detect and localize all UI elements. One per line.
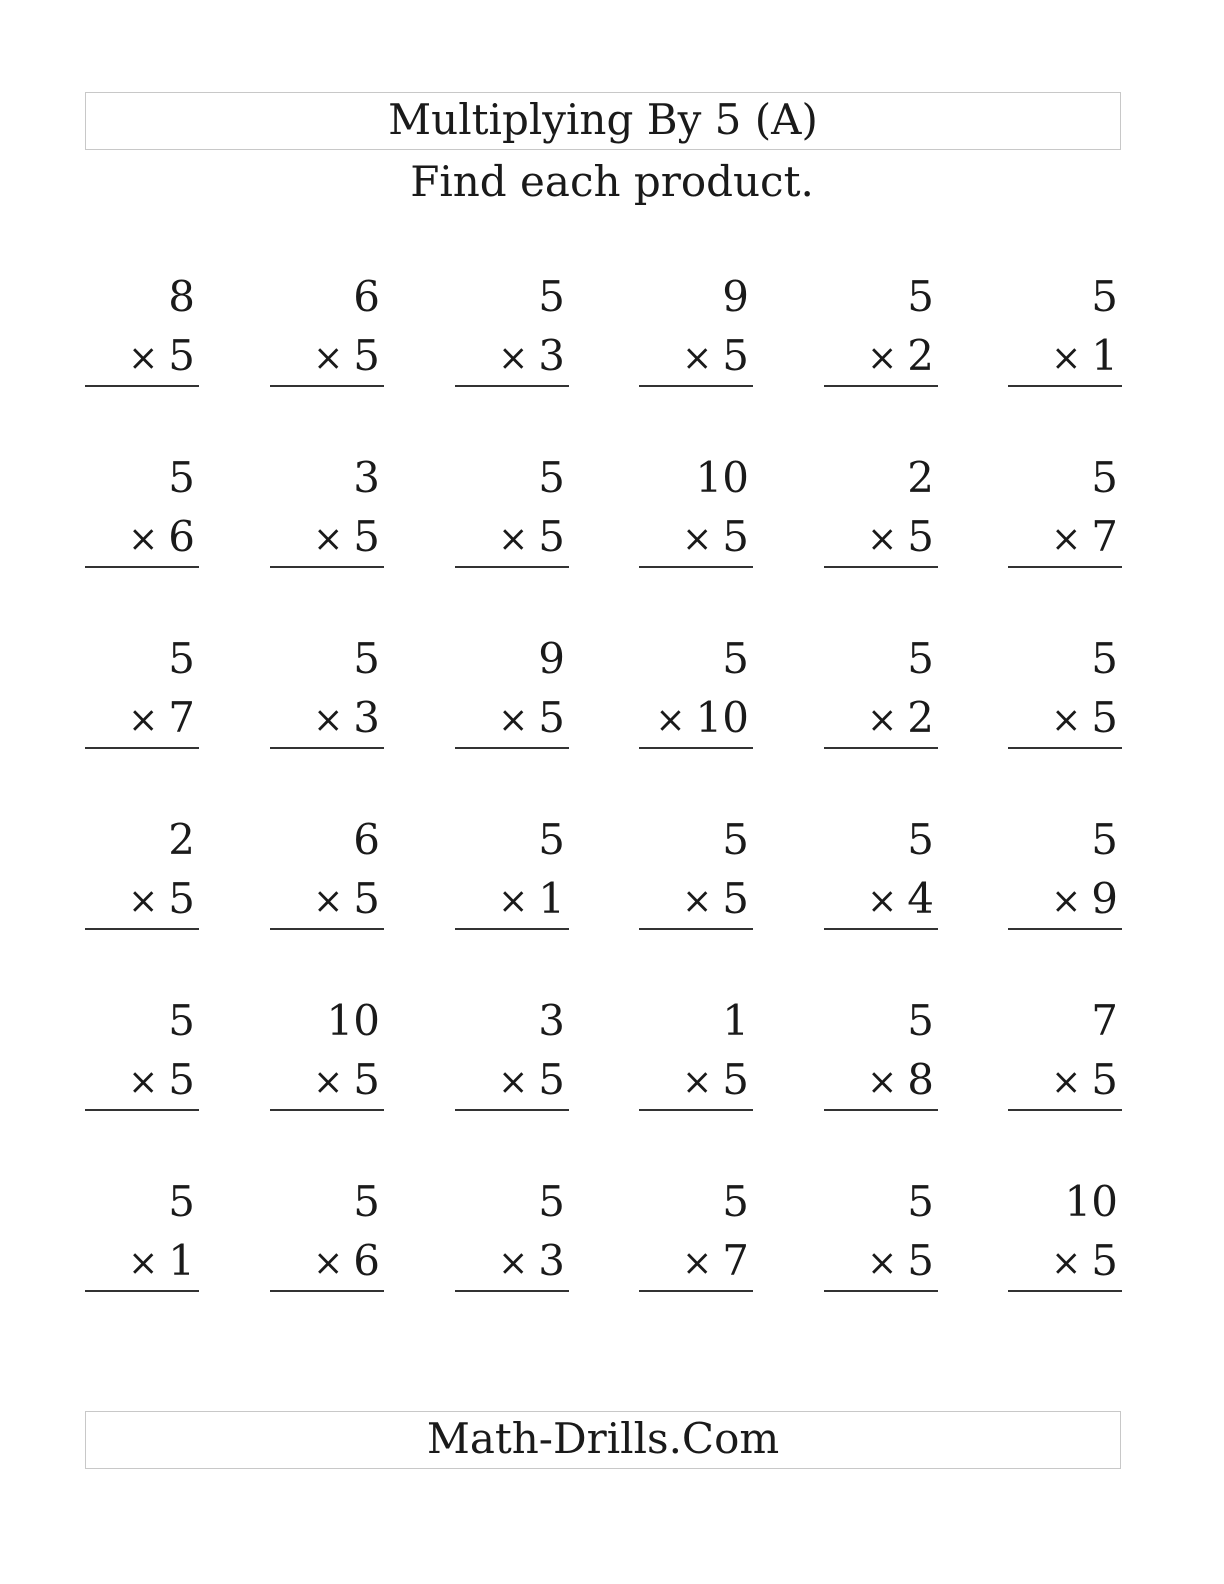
problem-6-4	[639, 1177, 753, 1307]
multiplier-row	[313, 693, 380, 746]
multiplier-row	[498, 693, 565, 746]
worksheet-title: Multiplying By 5 (A)	[388, 95, 818, 144]
answer-line	[824, 566, 938, 568]
problem-5-2	[270, 996, 384, 1126]
multiplier: 1	[168, 1236, 195, 1285]
footer-box	[85, 1411, 1121, 1469]
multiplier-row	[682, 512, 749, 565]
problem-1-6	[1008, 272, 1122, 402]
multiplier-row	[313, 512, 380, 565]
times-sign: ×	[498, 1243, 529, 1284]
multiplier-row	[498, 512, 565, 565]
times-sign: ×	[498, 1062, 529, 1103]
problem-2-5	[824, 453, 938, 583]
problem-4-2	[270, 815, 384, 945]
answer-line	[639, 1109, 753, 1111]
multiplicand: 6	[353, 272, 380, 321]
problem-5-6	[1008, 996, 1122, 1126]
times-sign: ×	[867, 700, 898, 741]
times-sign: ×	[128, 519, 159, 560]
times-sign: ×	[128, 881, 159, 922]
times-sign: ×	[1051, 519, 1082, 560]
multiplicand: 5	[1091, 634, 1118, 683]
multiplier: 1	[538, 874, 565, 923]
multiplier-row	[128, 1055, 195, 1108]
problem-3-1	[85, 634, 199, 764]
multiplier: 8	[907, 1055, 934, 1104]
problem-3-4	[639, 634, 753, 764]
multiplier: 3	[538, 331, 565, 380]
problem-2-4	[639, 453, 753, 583]
multiplier: 5	[538, 693, 565, 742]
multiplier: 5	[1091, 693, 1118, 742]
problem-1-1	[85, 272, 199, 402]
problem-4-4	[639, 815, 753, 945]
answer-line	[1008, 385, 1122, 387]
times-sign: ×	[498, 519, 529, 560]
problem-1-3	[455, 272, 569, 402]
times-sign: ×	[1051, 1243, 1082, 1284]
multiplicand: 5	[353, 1177, 380, 1226]
answer-line	[455, 928, 569, 930]
footer-website: Math-Drills.Com	[426, 1414, 780, 1463]
multiplicand: 5	[907, 272, 934, 321]
multiplier: 6	[168, 512, 195, 561]
times-sign: ×	[498, 338, 529, 379]
multiplier: 5	[722, 874, 749, 923]
times-sign: ×	[128, 1243, 159, 1284]
multiplicand: 5	[168, 1177, 195, 1226]
times-sign: ×	[867, 1243, 898, 1284]
multiplicand: 5	[907, 1177, 934, 1226]
multiplier: 5	[538, 1055, 565, 1104]
multiplicand: 3	[353, 453, 380, 502]
problem-6-5	[824, 1177, 938, 1307]
problem-2-3	[455, 453, 569, 583]
multiplier-row	[867, 512, 934, 565]
multiplicand: 5	[907, 634, 934, 683]
problem-1-2	[270, 272, 384, 402]
multiplicand: 5	[722, 634, 749, 683]
multiplier: 2	[907, 693, 934, 742]
multiplicand: 5	[538, 815, 565, 864]
multiplicand: 2	[907, 453, 934, 502]
multiplier: 5	[168, 331, 195, 380]
answer-line	[85, 928, 199, 930]
answer-line	[270, 747, 384, 749]
times-sign: ×	[682, 519, 713, 560]
multiplier-row	[682, 1236, 749, 1289]
answer-line	[639, 1290, 753, 1292]
multiplicand: 2	[168, 815, 195, 864]
problem-5-1	[85, 996, 199, 1126]
multiplier-row	[498, 874, 565, 927]
multiplicand: 5	[1091, 453, 1118, 502]
times-sign: ×	[867, 1062, 898, 1103]
problem-4-3	[455, 815, 569, 945]
multiplier-row	[867, 1055, 934, 1108]
multiplier: 5	[353, 874, 380, 923]
problem-2-1	[85, 453, 199, 583]
multiplier: 5	[722, 512, 749, 561]
times-sign: ×	[128, 1062, 159, 1103]
times-sign: ×	[682, 1062, 713, 1103]
problem-5-3	[455, 996, 569, 1126]
multiplier: 5	[353, 1055, 380, 1104]
problem-1-5	[824, 272, 938, 402]
times-sign: ×	[313, 881, 344, 922]
times-sign: ×	[867, 338, 898, 379]
answer-line	[1008, 566, 1122, 568]
times-sign: ×	[1051, 1062, 1082, 1103]
answer-line	[639, 566, 753, 568]
answer-line	[85, 1109, 199, 1111]
multiplier-row	[1051, 512, 1118, 565]
multiplier-row	[682, 874, 749, 927]
multiplier: 5	[1091, 1055, 1118, 1104]
times-sign: ×	[128, 338, 159, 379]
problem-3-3	[455, 634, 569, 764]
multiplier: 10	[695, 693, 749, 742]
multiplier-row	[313, 874, 380, 927]
multiplier: 3	[353, 693, 380, 742]
multiplier-row	[498, 1055, 565, 1108]
multiplier: 5	[722, 1055, 749, 1104]
multiplicand: 5	[722, 1177, 749, 1226]
multiplier: 4	[907, 874, 934, 923]
times-sign: ×	[313, 338, 344, 379]
times-sign: ×	[498, 700, 529, 741]
multiplier: 6	[353, 1236, 380, 1285]
answer-line	[1008, 1109, 1122, 1111]
problem-4-5	[824, 815, 938, 945]
multiplicand: 10	[695, 453, 749, 502]
multiplier-row	[867, 331, 934, 384]
multiplier: 7	[168, 693, 195, 742]
problem-6-2	[270, 1177, 384, 1307]
answer-line	[85, 747, 199, 749]
multiplicand: 3	[538, 996, 565, 1045]
answer-line	[85, 1290, 199, 1292]
answer-line	[270, 928, 384, 930]
times-sign: ×	[682, 338, 713, 379]
answer-line	[455, 385, 569, 387]
multiplicand: 9	[538, 634, 565, 683]
multiplier-row	[1051, 1236, 1118, 1289]
problem-4-6	[1008, 815, 1122, 945]
multiplier-row	[867, 874, 934, 927]
multiplier: 1	[1091, 331, 1118, 380]
problem-5-4	[639, 996, 753, 1126]
multiplier: 2	[907, 331, 934, 380]
multiplicand: 5	[168, 634, 195, 683]
multiplicand: 10	[1064, 1177, 1118, 1226]
multiplier: 7	[1091, 512, 1118, 561]
answer-line	[455, 747, 569, 749]
multiplicand: 5	[1091, 272, 1118, 321]
multiplier-row	[128, 874, 195, 927]
multiplier-row	[128, 331, 195, 384]
multiplicand: 6	[353, 815, 380, 864]
multiplier-row	[682, 1055, 749, 1108]
multiplicand: 5	[168, 453, 195, 502]
times-sign: ×	[867, 881, 898, 922]
times-sign: ×	[1051, 338, 1082, 379]
multiplier: 5	[538, 512, 565, 561]
multiplier-row	[313, 331, 380, 384]
multiplier-row	[128, 512, 195, 565]
multiplicand: 9	[722, 272, 749, 321]
multiplier: 5	[722, 331, 749, 380]
multiplier: 7	[722, 1236, 749, 1285]
problem-3-5	[824, 634, 938, 764]
answer-line	[270, 566, 384, 568]
answer-line	[639, 747, 753, 749]
multiplier: 9	[1091, 874, 1118, 923]
multiplier: 5	[1091, 1236, 1118, 1285]
problem-1-4	[639, 272, 753, 402]
multiplier: 5	[907, 1236, 934, 1285]
answer-line	[639, 385, 753, 387]
problem-6-3	[455, 1177, 569, 1307]
times-sign: ×	[655, 700, 686, 741]
answer-line	[455, 1109, 569, 1111]
problem-6-6	[1008, 1177, 1122, 1307]
times-sign: ×	[1051, 700, 1082, 741]
answer-line	[270, 1109, 384, 1111]
problem-3-2	[270, 634, 384, 764]
multiplicand: 10	[326, 996, 380, 1045]
multiplier-row	[1051, 331, 1118, 384]
problem-6-1	[85, 1177, 199, 1307]
multiplicand: 5	[538, 1177, 565, 1226]
multiplicand: 5	[722, 815, 749, 864]
answer-line	[639, 928, 753, 930]
problem-3-6	[1008, 634, 1122, 764]
multiplicand: 5	[168, 996, 195, 1045]
multiplier-row	[313, 1236, 380, 1289]
answer-line	[1008, 747, 1122, 749]
times-sign: ×	[313, 1062, 344, 1103]
times-sign: ×	[313, 1243, 344, 1284]
multiplier-row	[128, 1236, 195, 1289]
multiplicand: 5	[538, 453, 565, 502]
multiplier-row	[1051, 874, 1118, 927]
multiplier: 5	[353, 512, 380, 561]
problem-2-2	[270, 453, 384, 583]
multiplier-row	[655, 693, 749, 746]
times-sign: ×	[1051, 881, 1082, 922]
multiplier-row	[498, 331, 565, 384]
answer-line	[1008, 928, 1122, 930]
multiplier-row	[313, 1055, 380, 1108]
answer-line	[455, 1290, 569, 1292]
answer-line	[824, 928, 938, 930]
multiplier: 5	[168, 874, 195, 923]
answer-line	[270, 385, 384, 387]
times-sign: ×	[313, 700, 344, 741]
answer-line	[824, 385, 938, 387]
instructions: Find each product.	[410, 157, 814, 206]
multiplicand: 7	[1091, 996, 1118, 1045]
multiplicand: 5	[907, 815, 934, 864]
multiplicand: 5	[907, 996, 934, 1045]
answer-line	[85, 566, 199, 568]
answer-line	[824, 747, 938, 749]
answer-line	[455, 566, 569, 568]
multiplier-row	[682, 331, 749, 384]
times-sign: ×	[682, 881, 713, 922]
answer-line	[824, 1109, 938, 1111]
times-sign: ×	[867, 519, 898, 560]
problem-2-6	[1008, 453, 1122, 583]
multiplicand: 1	[722, 996, 749, 1045]
multiplier-row	[128, 693, 195, 746]
times-sign: ×	[313, 519, 344, 560]
multiplier-row	[1051, 1055, 1118, 1108]
multiplier-row	[867, 693, 934, 746]
multiplier: 5	[353, 331, 380, 380]
times-sign: ×	[128, 700, 159, 741]
multiplier-row	[1051, 693, 1118, 746]
answer-line	[824, 1290, 938, 1292]
problem-5-5	[824, 996, 938, 1126]
multiplicand: 5	[353, 634, 380, 683]
multiplier: 5	[907, 512, 934, 561]
multiplier-row	[867, 1236, 934, 1289]
times-sign: ×	[682, 1243, 713, 1284]
multiplier: 5	[168, 1055, 195, 1104]
problem-4-1	[85, 815, 199, 945]
multiplicand: 5	[1091, 815, 1118, 864]
multiplier-row	[498, 1236, 565, 1289]
answer-line	[85, 385, 199, 387]
answer-line	[270, 1290, 384, 1292]
multiplicand: 5	[538, 272, 565, 321]
answer-line	[1008, 1290, 1122, 1292]
multiplier: 3	[538, 1236, 565, 1285]
times-sign: ×	[498, 881, 529, 922]
multiplicand: 8	[168, 272, 195, 321]
